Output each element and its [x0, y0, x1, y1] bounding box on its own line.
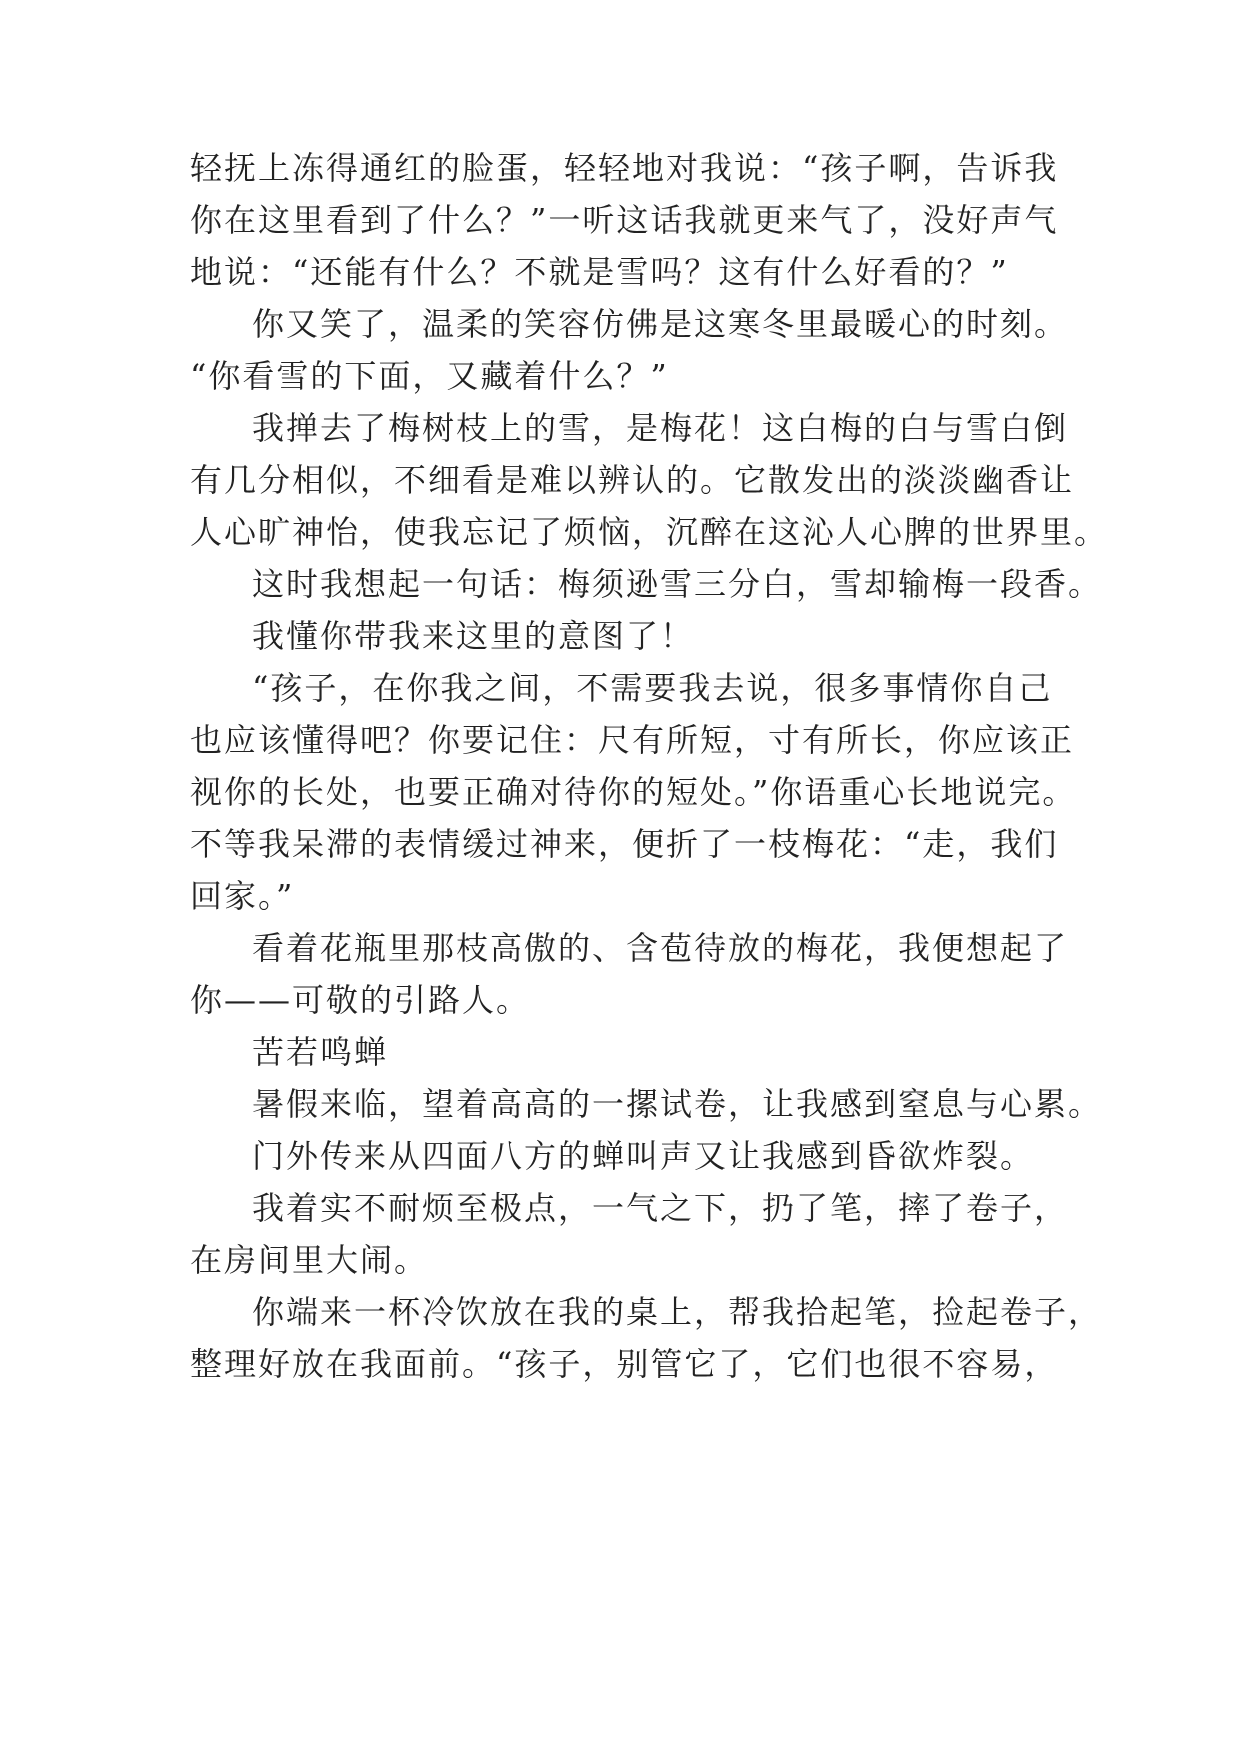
text-line: 有几分相似，不细看是难以辨认的。它散发出的淡淡幽香让	[190, 461, 1075, 499]
text-line: 人心旷神怡，使我忘记了烦恼，沉醉在这沁人心脾的世界里。	[190, 513, 1109, 551]
text-line: “你看雪的下面，又藏着什么？”	[190, 357, 669, 395]
paragraph-first-line: 看着花瓶里那枝高傲的、含苞待放的梅花，我便想起了	[252, 929, 1069, 967]
paragraph-first-line: 我掸去了梅树枝上的雪，是梅花！这白梅的白与雪白倒	[252, 409, 1069, 447]
paragraph-first-line: 这时我想起一句话：梅须逊雪三分白，雪却输梅一段香。	[252, 565, 1103, 603]
paragraph-first-line: 我懂你带我来这里的意图了！	[252, 617, 695, 655]
paragraph-first-line: 你端来一杯冷饮放在我的桌上，帮我拾起笔，捡起卷子，	[252, 1293, 1103, 1331]
text-line: 你在这里看到了什么？”一听这话我就更来气了，没好声气	[190, 201, 1059, 239]
paragraph-first-line: 暑假来临，望着高高的一摞试卷，让我感到窒息与心累。	[252, 1085, 1103, 1123]
text-line: 地说：“还能有什么？不就是雪吗？这有什么好看的？”	[190, 253, 1009, 291]
paragraph-first-line: 你又笑了，温柔的笑容仿佛是这寒冬里最暖心的时刻。	[252, 305, 1069, 343]
text-line: 整理好放在我面前。“孩子，别管它了，它们也很不容易，	[190, 1345, 1059, 1383]
text-line: 视你的长处，也要正确对待你的短处。”你语重心长地说完。	[190, 773, 1077, 811]
paragraph-first-line: 门外传来从四面八方的蝉叫声又让我感到昏欲炸裂。	[252, 1137, 1035, 1175]
text-line: 不等我呆滞的表情缓过神来，便折了一枝梅花：“走，我们	[190, 825, 1059, 863]
paragraph-first-line: “孩子，在你我之间，不需要我去说，很多事情你自己	[252, 669, 1053, 707]
text-line: 回家。”	[190, 877, 295, 915]
text-line: 在房间里大闹。	[190, 1241, 429, 1279]
text-line: 轻抚上冻得通红的脸蛋，轻轻地对我说：“孩子啊，告诉我	[190, 149, 1059, 187]
text-line: 也应该懂得吧？你要记住：尺有所短，寸有所长，你应该正	[190, 721, 1075, 759]
paragraph-first-line: 我着实不耐烦至极点，一气之下，扔了笔，摔了卷子，	[252, 1189, 1069, 1227]
section-heading: 苦若鸣蝉	[252, 1033, 389, 1071]
text-line: 你——可敬的引路人。	[190, 981, 531, 1019]
